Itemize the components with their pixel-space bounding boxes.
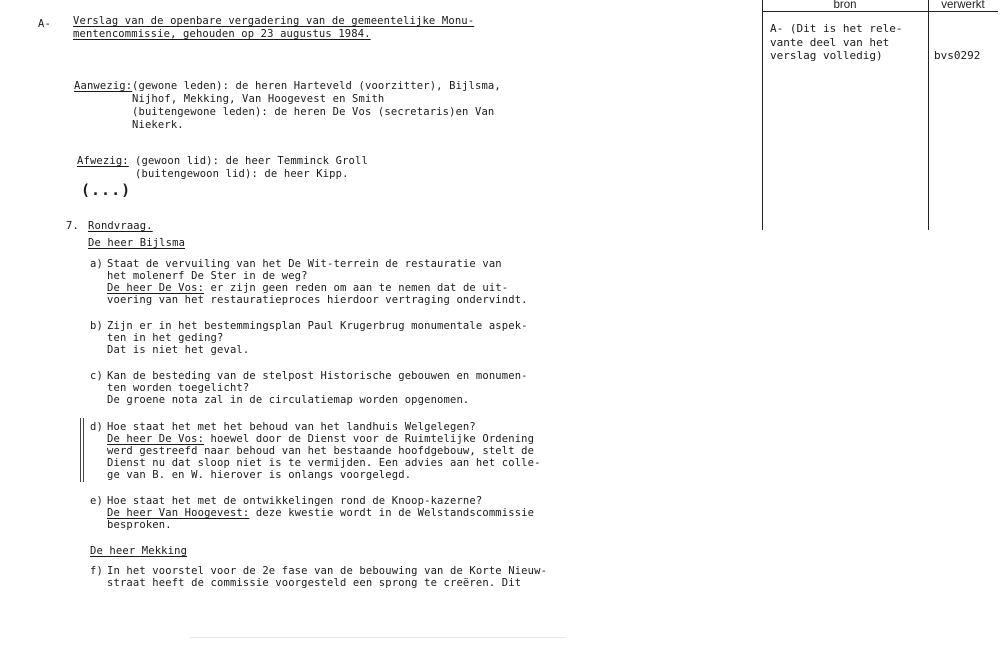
section-title: Rondvraag.	[88, 220, 153, 232]
report-title-line: mentencommissie, gehouden op 23 augustus 1984.	[73, 28, 371, 40]
item-label: f)	[90, 565, 103, 577]
source-line: A- (Dit is het rele-	[770, 22, 903, 35]
item-label: e)	[90, 495, 103, 507]
item-reply-line: De heer Van Hoogevest: deze kwestie wordt in de Welstandscommissie	[107, 507, 535, 519]
item-text-line: ten in het geding?	[107, 332, 224, 344]
section-marker: A-	[38, 18, 51, 30]
item-label: b)	[90, 320, 103, 332]
item-text-line: Staat de vervuiling van het De Wit-terrein de restauratie van	[107, 258, 502, 270]
present-line: (buitengewone leden): de heren De Vos (secretaris)en Van	[132, 106, 495, 118]
item-reply-line: besproken.	[107, 519, 172, 531]
item-label: a)	[90, 258, 103, 270]
reply-speaker: De heer De Vos:	[107, 433, 205, 445]
item-reply-line: voering van het restauratieproces hierdoor vertraging ondervindt.	[107, 294, 528, 306]
item-label: c)	[90, 370, 103, 382]
item-text-line: het molenerf De Ster in de weg?	[107, 270, 308, 282]
absent-line: (buitengewoon lid): de heer Kipp.	[135, 168, 349, 180]
column-header-source: bron	[833, 0, 857, 11]
table-column-divider	[928, 0, 929, 230]
item-label: d)	[90, 421, 103, 433]
page-edge-rule	[190, 637, 565, 638]
item-reply-line: De heer De Vos: hoewel door de Dienst voor de Ruimtelijke Ordening	[107, 433, 535, 445]
item-text-line: Zijn er in het bestemmingsplan Paul Krugerbrug monumentale aspek-	[107, 320, 528, 332]
absent-label: Afwezig:	[77, 155, 129, 167]
item-text-line: In het voorstel voor de 2e fase van de bebouwing van de Korte Nieuw-	[107, 565, 548, 577]
absent-line: (gewoon lid): de heer Temminck Groll	[135, 155, 368, 167]
speaker-heading: De heer Mekking	[90, 545, 188, 557]
column-header-processed: verwerkt	[941, 0, 985, 11]
item-text-line: Hoe staat het met het behoud van het landhuis Welgelegen?	[107, 421, 476, 433]
present-line: Nijhof, Mekking, Van Hoogevest en Smith	[132, 93, 385, 105]
item-text-line: De groene nota zal in de circulatiemap worden opgenomen.	[107, 394, 470, 406]
speaker-heading: De heer Bijlsma	[88, 237, 186, 249]
table-left-border	[762, 0, 763, 230]
item-reply-line: De heer De Vos: er zijn geen reden om aan te nemen dat de uit-	[107, 282, 509, 294]
source-cell	[770, 22, 902, 63]
item-text-line: Hoe staat het met de ontwikkelingen rond de Knoop-kazerne?	[107, 495, 483, 507]
source-line: verslag volledig)	[770, 49, 883, 63]
present-label: Aanwezig:	[74, 80, 133, 92]
present-line: (gewone leden): de heren Harteveld (voorzitter), Bijlsma,	[132, 80, 501, 92]
item-reply-line: werd gestreefd naar behoud van het bestaande hoofdgebouw, stelt de	[107, 445, 535, 457]
reply-speaker: De heer Van Hoogevest:	[107, 507, 250, 519]
section-number: 7.	[66, 220, 79, 232]
item-reply-line: Dienst nu dat sloop niet is te vermijden. Een advies aan het colle-	[107, 457, 541, 469]
source-table	[762, 0, 998, 230]
source-line: vante deel van het	[770, 35, 890, 49]
item-reply-line: ge van B. en W. hierover is onlangs voorgelegd.	[107, 469, 412, 481]
item-text-line: Dat is niet het geval.	[107, 344, 250, 356]
item-text-line: ten worden toegelicht?	[107, 382, 250, 394]
item-text-line: straat heeft de commissie voorgesteld een sprong te creëren. Dit	[107, 577, 522, 589]
present-line: Niekerk.	[132, 119, 184, 131]
margin-mark	[83, 418, 84, 482]
margin-mark	[80, 418, 81, 482]
ellipsis-mark: (...)	[81, 181, 132, 199]
processed-cell: bvs0292	[934, 49, 981, 62]
reply-speaker: De heer De Vos:	[107, 282, 205, 294]
table-header-rule	[762, 11, 998, 12]
report-title-line: Verslag van de openbare vergadering van de gemeentelijke Monu-	[73, 15, 475, 27]
item-text-line: Kan de besteding van de stelpost Historische gebouwen en monumen-	[107, 370, 528, 382]
